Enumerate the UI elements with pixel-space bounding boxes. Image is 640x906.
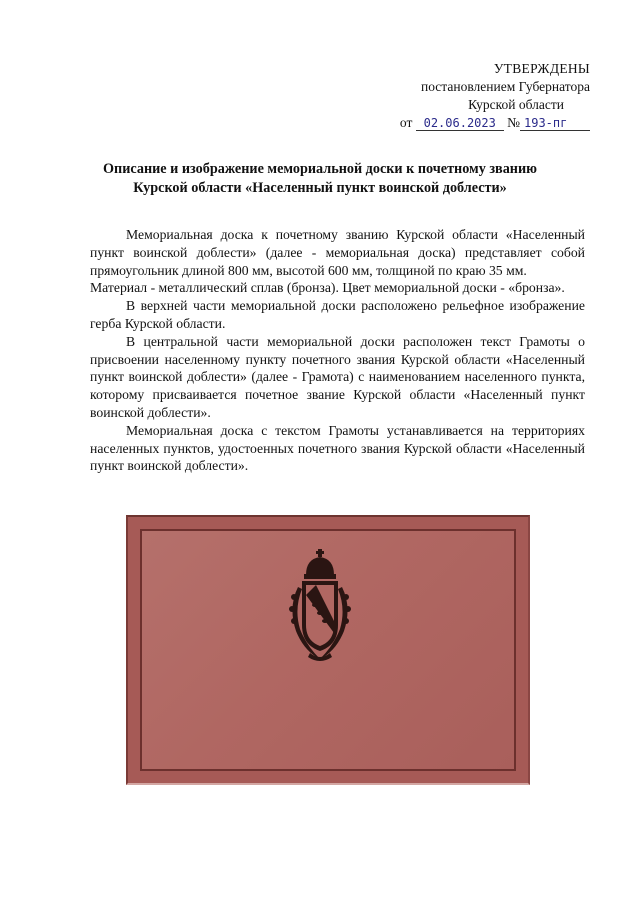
approval-date: 02.06.2023	[416, 116, 504, 131]
approval-stamp	[370, 60, 590, 132]
paragraph-top-part: В верхней части мемориальной доски расположено рельефное изображение герба Курской области.	[90, 298, 585, 331]
approval-from-label: от	[399, 115, 413, 130]
title-line-2: Курской области «Населенный пункт воинской доблести»	[133, 180, 507, 196]
approval-date-line	[370, 114, 590, 132]
kursk-coat-of-arms-icon	[282, 547, 378, 665]
approval-heading: УТВЕРЖДЕНЫ	[493, 61, 590, 76]
approval-line-1: постановлением Губернатора	[421, 79, 590, 94]
document-title	[70, 160, 570, 198]
document-body	[90, 226, 585, 475]
memorial-plaque-image	[126, 515, 530, 785]
approval-line-2: Курской области	[468, 97, 564, 112]
paragraph-description: Мемориальная доска к почетному званию Курской области «Населенный пункт воинской доблести» (далее - мемориальная доска) представляет собой прямоугольник длиной 800 мм, высотой 600 мм, толщиной по краю 35 мм.	[90, 227, 585, 278]
title-line-1: Описание и изображение мемориальной доски к почетному званию	[103, 161, 537, 177]
paragraph-installation: Мемориальная доска с текстом Грамоты устанавливается на территориях населенных пунктов, удостоенных почетного звания Курской области «Населенный пункт воинской доблести».	[90, 422, 585, 474]
paragraph-material: Материал - металлический сплав (бронза). Цвет мемориальной доски - «бронза».	[90, 280, 565, 296]
paragraph-central-part: В центральной части мемориальной доски расположен текст Грамоты о присвоении населенному пункту почетного звания Курской области «Населенный пункт воинской доблести» (далее - Грамота) с наименованием населенного пункта, которому присваивается почетное звание Курской области «Населенный пункт воинской доблести».	[90, 333, 585, 420]
approval-number-sign: №	[507, 115, 520, 130]
approval-number: 193-пг	[520, 116, 590, 131]
